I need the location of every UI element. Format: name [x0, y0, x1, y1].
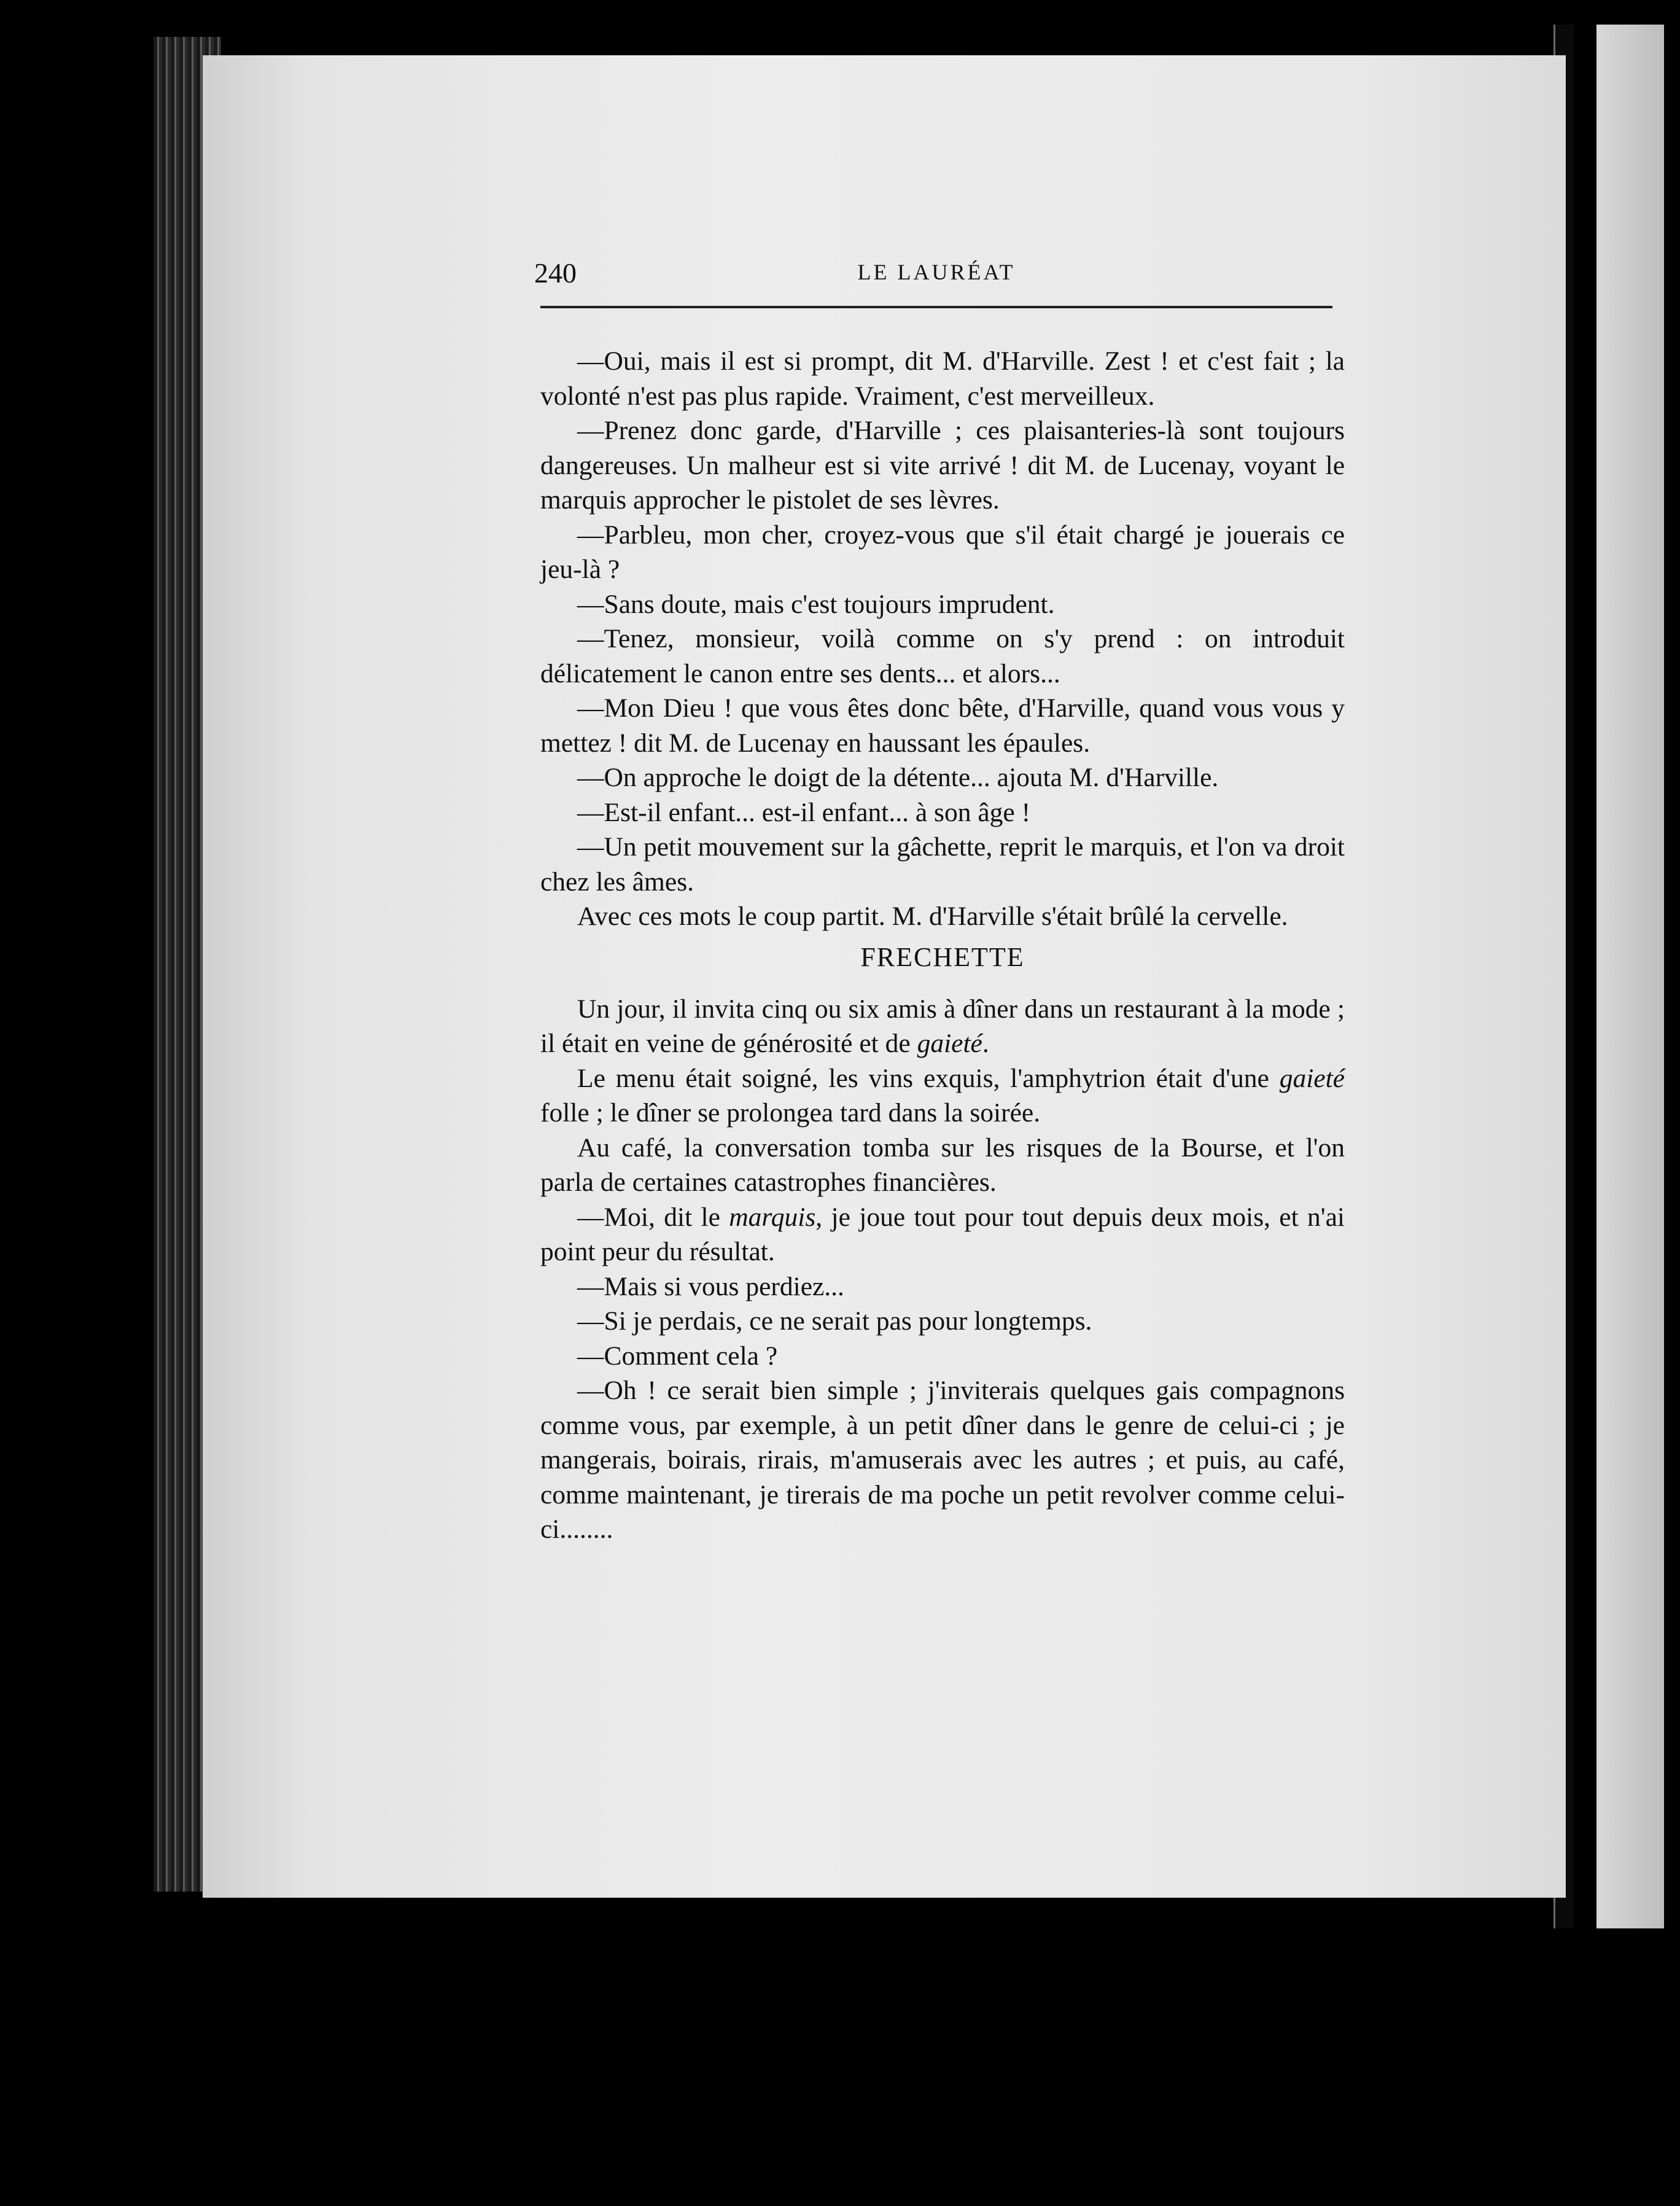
text-run: —Moi, dit le — [577, 1202, 729, 1232]
paragraph: —Oh ! ce serait bien simple ; j'inviterais quelques gais compagnons comme vous, par exemple, à un petit dîner dans le genre de celui-ci ; je mangerais, boirais, rirais, m'amuserais avec les autres ; et puis, au café, comme maintenant, je tirerais de ma poche un petit revolver comme celui-ci........ — [540, 1376, 1345, 1544]
paragraph: —Parbleu, mon cher, croyez-vous que s'il était chargé je jouerais ce jeu-là ? — [540, 520, 1345, 584]
running-title: LE LAURÉAT — [857, 260, 1016, 284]
page-header — [534, 257, 1339, 300]
paragraph: —Sans doute, mais c'est toujours imprudent. — [577, 589, 1055, 619]
text-run: . — [982, 1029, 989, 1058]
italic-text: marquis — [729, 1202, 816, 1232]
italic-text: gaieté — [917, 1029, 982, 1058]
paragraph: Avec ces mots le coup partit. M. d'Harville s'était brûlé la cervelle. — [577, 902, 1288, 931]
text-run: folle ; le dîner se prolongea tard dans la soirée. — [540, 1098, 1041, 1128]
paragraph — [540, 1200, 1345, 1269]
text-run: , je joue tout pour tout depuis deux mois, et n'ai point peur du résultat. — [540, 1202, 1345, 1266]
paragraph: —Tenez, monsieur, voilà comme on s'y prend : on introduit délicatement le canon entre ses dents... et alors... — [540, 624, 1345, 688]
italic-text: gaieté — [1279, 1063, 1345, 1093]
paragraph: —Si je perdais, ce ne serait pas pour longtemps. — [577, 1306, 1092, 1336]
paragraph: —Est-il enfant... est-il enfant... à son âge ! — [577, 797, 1031, 827]
paragraph: Au café, la conversation tomba sur les risques de la Bourse, et l'on parla de certaines catastrophes financières. — [540, 1132, 1345, 1197]
section-title: FRECHETTE — [860, 941, 1025, 972]
paragraph: —Mais si vous perdiez... — [577, 1271, 844, 1301]
paragraph: —Prenez donc garde, d'Harville ; ces plaisanteries-là sont toujours dangereuses. Un malheur est si vite arrivé ! dit M. de Lucenay, voyant le marquis approcher le pistolet de ses lèvres. — [540, 416, 1345, 515]
paragraph — [540, 1061, 1345, 1131]
paragraph: —Comment cela ? — [577, 1341, 778, 1371]
paragraph: —Mon Dieu ! que vous êtes donc bête, d'Harville, quand vous vous y mettez ! dit M. de Lucenay en haussant les épaules. — [540, 693, 1345, 758]
paragraph: —On approche le doigt de la détente... ajouta M. d'Harville. — [577, 763, 1219, 792]
paragraph: —Un petit mouvement sur la gâchette, reprit le marquis, et l'on va droit chez les âmes. — [540, 832, 1345, 897]
text-run: Un jour, il invita cinq ou six amis à dîner dans un restaurant à la mode ; il était en veine de générosité et de — [540, 994, 1345, 1058]
paragraph — [540, 992, 1345, 1061]
page-number: 240 — [534, 257, 577, 289]
paragraph: —Oui, mais il est si prompt, dit M. d'Harville. Zest ! et c'est fait ; la volonté n'est pas plus rapide. Vraiment, c'est merveilleux. — [540, 346, 1345, 411]
facing-page-edge — [1596, 25, 1664, 1928]
header-rule — [540, 306, 1332, 308]
text-run: Le menu était soigné, les vins exquis, l'amphytrion était d'une — [577, 1063, 1280, 1093]
body-text — [540, 344, 1345, 1547]
